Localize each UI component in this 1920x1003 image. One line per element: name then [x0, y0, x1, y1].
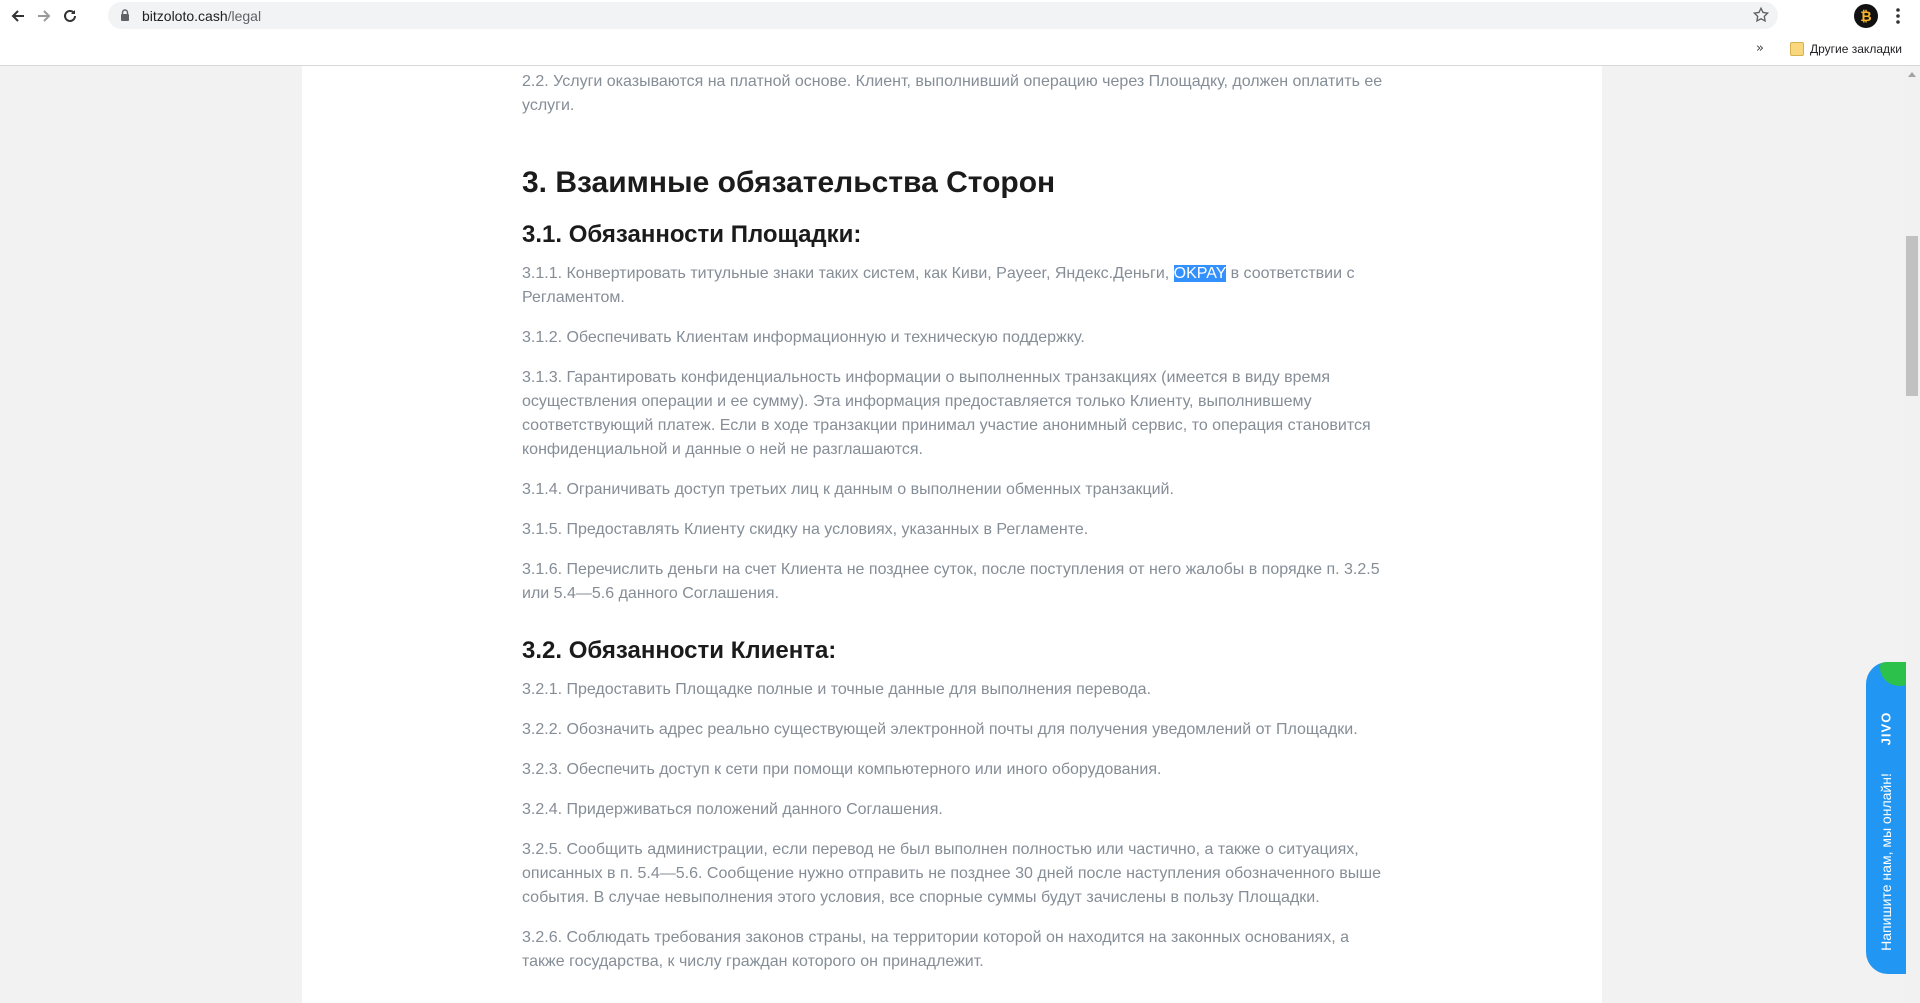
bookmark-star-icon[interactable]: [1752, 6, 1770, 24]
back-arrow-icon: [10, 8, 26, 24]
bookmarks-overflow-button[interactable]: »: [1756, 41, 1764, 56]
address-bar[interactable]: [108, 2, 1778, 29]
chat-widget-button[interactable]: [1866, 662, 1906, 974]
chat-brand-label: JIVO: [1878, 711, 1894, 745]
selected-text-okpay: OKPAY: [1173, 265, 1227, 282]
page-scrollbar[interactable]: [1904, 66, 1920, 1003]
paragraph-3-1-5: 3.1.5. Предоставлять Клиенту скидку на условиях, указанных в Регламенте.: [522, 521, 1089, 538]
lock-icon: [120, 9, 130, 22]
bookmarks-bar: [0, 32, 1920, 66]
browser-toolbar: [0, 0, 1920, 32]
chat-invite-label: Напишите нам, мы онлайн!: [1878, 773, 1895, 951]
section-3-1-title: 3.1. Обязанности Площадки:: [522, 221, 862, 248]
scrollbar-thumb[interactable]: [1906, 236, 1918, 396]
bitcoin-icon[interactable]: ₿: [1854, 4, 1878, 28]
chat-invite: [1866, 762, 1906, 962]
paragraph-3-2-5: 3.2.5. Сообщить администрации, если перевод не был выполнен полностью или частично, а также о ситуациях, описанных в п. 5.4—5.6. Сообщение нужно отправить не позднее 30 дней после наступления обозначенного выше события. В случае невыполнения этого условия, все спорные суммы будут зачислены в пользу Площадки.: [522, 841, 1381, 906]
chat-brand: [1866, 708, 1906, 748]
page-viewport: [0, 66, 1904, 1003]
other-bookmarks-label: Другие закладки: [1810, 42, 1902, 56]
paragraph-3-2-1: 3.2.1. Предоставить Площадке полные и точные данные для выполнения перевода.: [522, 681, 1152, 698]
paragraph-3-1-6: 3.1.6. Перечислить деньги на счет Клиента не позднее суток, после поступления от него жалобы в порядке п. 3.2.5 или 5.4—5.6 данного Соглашения.: [522, 561, 1380, 602]
reload-icon: [62, 8, 78, 24]
url-path: /legal: [227, 8, 262, 24]
forward-button[interactable]: [32, 4, 56, 28]
url-host: bitzoloto.cash: [142, 8, 228, 24]
paragraph-3-2-2: 3.2.2. Обозначить адрес реально существующей электронной почты для получения уведомлений от Площадки.: [522, 721, 1358, 738]
scroll-up-arrow-icon[interactable]: [1908, 72, 1916, 77]
other-bookmarks-folder[interactable]: [1790, 38, 1902, 60]
legal-article: [522, 70, 1392, 990]
reload-button[interactable]: [58, 4, 82, 28]
paragraph-3-2-6: 3.2.6. Соблюдать требования законов страны, на территории которой он находится на законных основаниях, а также государства, к числу граждан которого он принадлежит.: [522, 929, 1349, 970]
more-options-icon[interactable]: [1890, 4, 1906, 28]
paragraph-3-1-1-text-start: 3.1.1. Конвертировать титульные знаки таких систем, как Киви, Payeer, Яндекс.Деньги,: [522, 265, 1174, 282]
url-text: [142, 8, 261, 24]
paragraph-3-1-1: [522, 262, 1392, 310]
forward-arrow-icon: [36, 8, 52, 24]
content-card: [302, 66, 1602, 1003]
back-button[interactable]: [6, 4, 30, 28]
paragraph-3-1-4: 3.1.4. Ограничивать доступ третьих лиц к данным о выполнении обменных транзакций.: [522, 481, 1174, 498]
paragraph-3-2-3: 3.2.3. Обеспечить доступ к сети при помощи компьютерного или иного оборудования.: [522, 761, 1162, 778]
folder-icon: [1790, 42, 1804, 56]
chat-online-indicator: [1880, 662, 1906, 686]
paragraph-3-1-2: 3.1.2. Обеспечивать Клиентам информационную и техническую поддержку.: [522, 329, 1085, 346]
paragraph-3-1-1-text-end: в соответствии с Регламентом.: [522, 265, 1355, 306]
paragraph-3-2-4: 3.2.4. Придерживаться положений данного Соглашения.: [522, 801, 943, 818]
paragraph-2-2: 2.2. Услуги оказываются на платной основе. Клиент, выполнивший операцию через Площадку, должен оплатить ее услуги.: [522, 73, 1383, 114]
paragraph-3-1-3: 3.1.3. Гарантировать конфиденциальность информации о выполненных транзакциях (имеется в виду время осуществления операции и ее сумму). Эта информация предоставляется только Клиенту, выполнившему соответствующий платеж. Если в ходе транзакции принимал участие анонимный сервис, то операция становится конфиденциальной и данные о ней не разглашаются.: [522, 369, 1371, 458]
section-3-2-title: 3.2. Обязанности Клиента:: [522, 637, 837, 664]
section-3-title: 3. Взаимные обязательства Сторон: [522, 166, 1056, 199]
